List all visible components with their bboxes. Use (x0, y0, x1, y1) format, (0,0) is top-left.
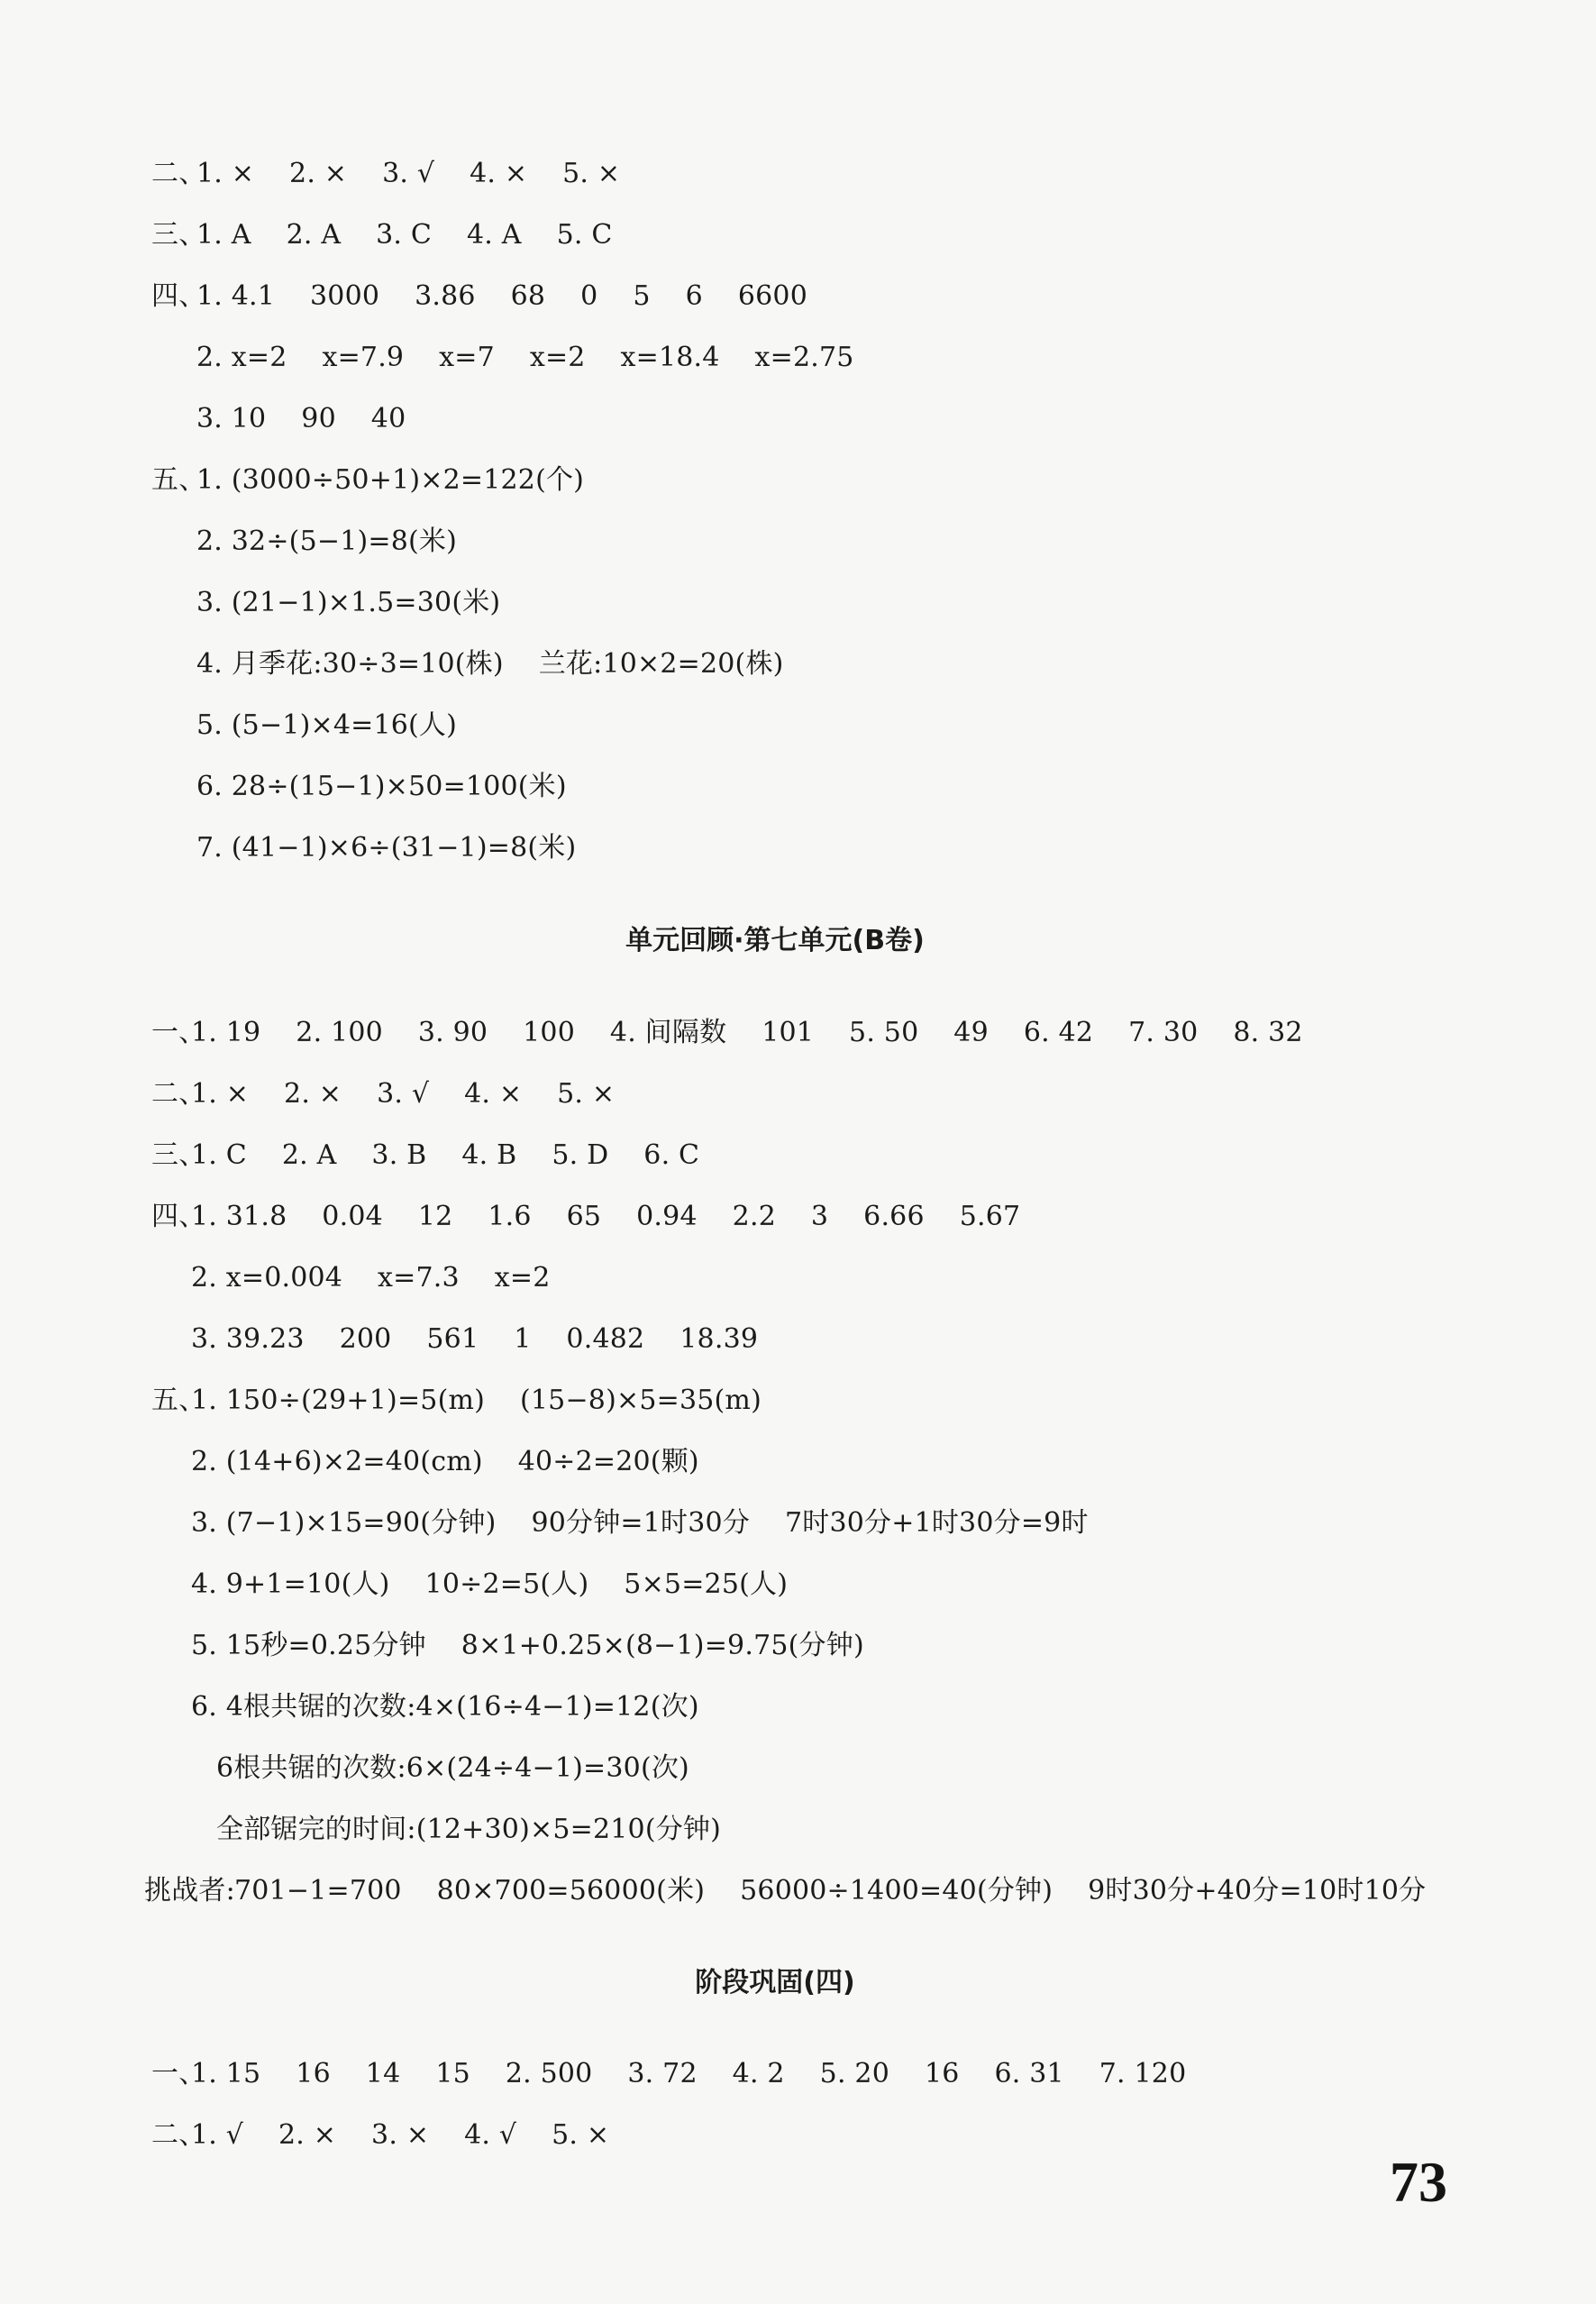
section-heading: 阶段巩固(四) (695, 1967, 855, 1998)
answer-text: 1. A 2. A 3. C 4. A 5. C (196, 219, 613, 251)
answer-text: 全部锯完的时间:(12+30)×5=210(分钟) (216, 1814, 722, 1845)
answer-text: 5. (5−1)×4=16(人) (196, 709, 458, 741)
answer-text: 1. × 2. × 3. √ 4. × 5. × (191, 1078, 616, 1110)
answer-text: 1. C 2. A 3. B 4. B 5. D 6. C (191, 1139, 700, 1171)
section-label: 二、 (151, 158, 206, 189)
section-label: 五、 (151, 464, 206, 496)
answer-text: 3. (7−1)×15=90(分钟) 90分钟=1时30分 7时30分+1时30分=9时 (191, 1507, 1089, 1539)
answer-text: 3. 10 90 40 (196, 403, 406, 434)
answer-text: 3. 39.23 200 561 1 0.482 18.39 (191, 1323, 759, 1355)
section-label: 一、 (151, 1017, 206, 1048)
section-label: 三、 (151, 219, 206, 251)
section-label: 五、 (151, 1385, 206, 1416)
section-label: 二、 (151, 2119, 206, 2151)
answer-text: 2. x=0.004 x=7.3 x=2 (191, 1262, 551, 1294)
answer-text: 1. 15 16 14 15 2. 500 3. 72 4. 2 5. 20 16 6. 31 7. 120 (191, 2058, 1187, 2089)
answer-text: 1. 4.1 3000 3.86 68 0 5 6 6600 (196, 280, 808, 312)
answer-text: 6. 28÷(15−1)×50=100(米) (196, 771, 567, 802)
answer-text: 6. 4根共锯的次数:4×(16÷4−1)=12(次) (191, 1691, 699, 1723)
answer-text: 2. 32÷(5−1)=8(米) (196, 526, 458, 557)
answer-line (151, 2117, 610, 2262)
answer-text: 3. (21−1)×1.5=30(米) (196, 587, 501, 618)
answer-text: 1. √ 2. × 3. × 4. √ 5. × (191, 2119, 610, 2151)
answer-text: 4. 9+1=10(人) 10÷2=5(人) 5×5=25(人) (191, 1568, 789, 1600)
answer-text: 4. 月季花:30÷3=10(株) 兰花:10×2=20(株) (196, 648, 784, 680)
answer-text: 2. x=2 x=7.9 x=7 x=2 x=18.4 x=2.75 (196, 342, 854, 373)
answer-text: 1. 150÷(29+1)=5(m) (15−8)×5=35(m) (191, 1385, 762, 1416)
section-label: 四、 (151, 1201, 206, 1232)
answer-text: 1. × 2. × 3. √ 4. × 5. × (196, 158, 621, 189)
page-number: 73 (1390, 2150, 1447, 2214)
answer-text: 1. (3000÷50+1)×2=122(个) (196, 464, 585, 496)
answer-text: 2. (14+6)×2=40(cm) 40÷2=20(颗) (191, 1446, 699, 1477)
section-label: 一、 (151, 2058, 206, 2089)
section-label: 二、 (151, 1078, 206, 1110)
answer-text: 1. 19 2. 100 3. 90 100 4. 间隔数 101 5. 50 49 6. 42 7. 30 8. 32 (191, 1017, 1303, 1048)
answer-text: 701−1=700 80×700=56000(米) 56000÷1400=40(分钟) 9时30分+40分=10时10分 (234, 1875, 1427, 1906)
section-label: 四、 (151, 280, 206, 312)
section-label: 三、 (151, 1139, 206, 1171)
section-heading: 单元回顾·第七单元(B卷) (625, 925, 925, 956)
answer-text: 6根共锯的次数:6×(24÷4−1)=30(次) (216, 1752, 689, 1784)
challenge-label: 挑战者: (144, 1875, 235, 1906)
answer-text: 5. 15秒=0.25分钟 8×1+0.25×(8−1)=9.75(分钟) (191, 1630, 864, 1661)
answer-text: 1. 31.8 0.04 12 1.6 65 0.94 2.2 3 6.66 5.67 (191, 1201, 1021, 1232)
answer-text: 7. (41−1)×6÷(31−1)=8(米) (196, 832, 577, 864)
